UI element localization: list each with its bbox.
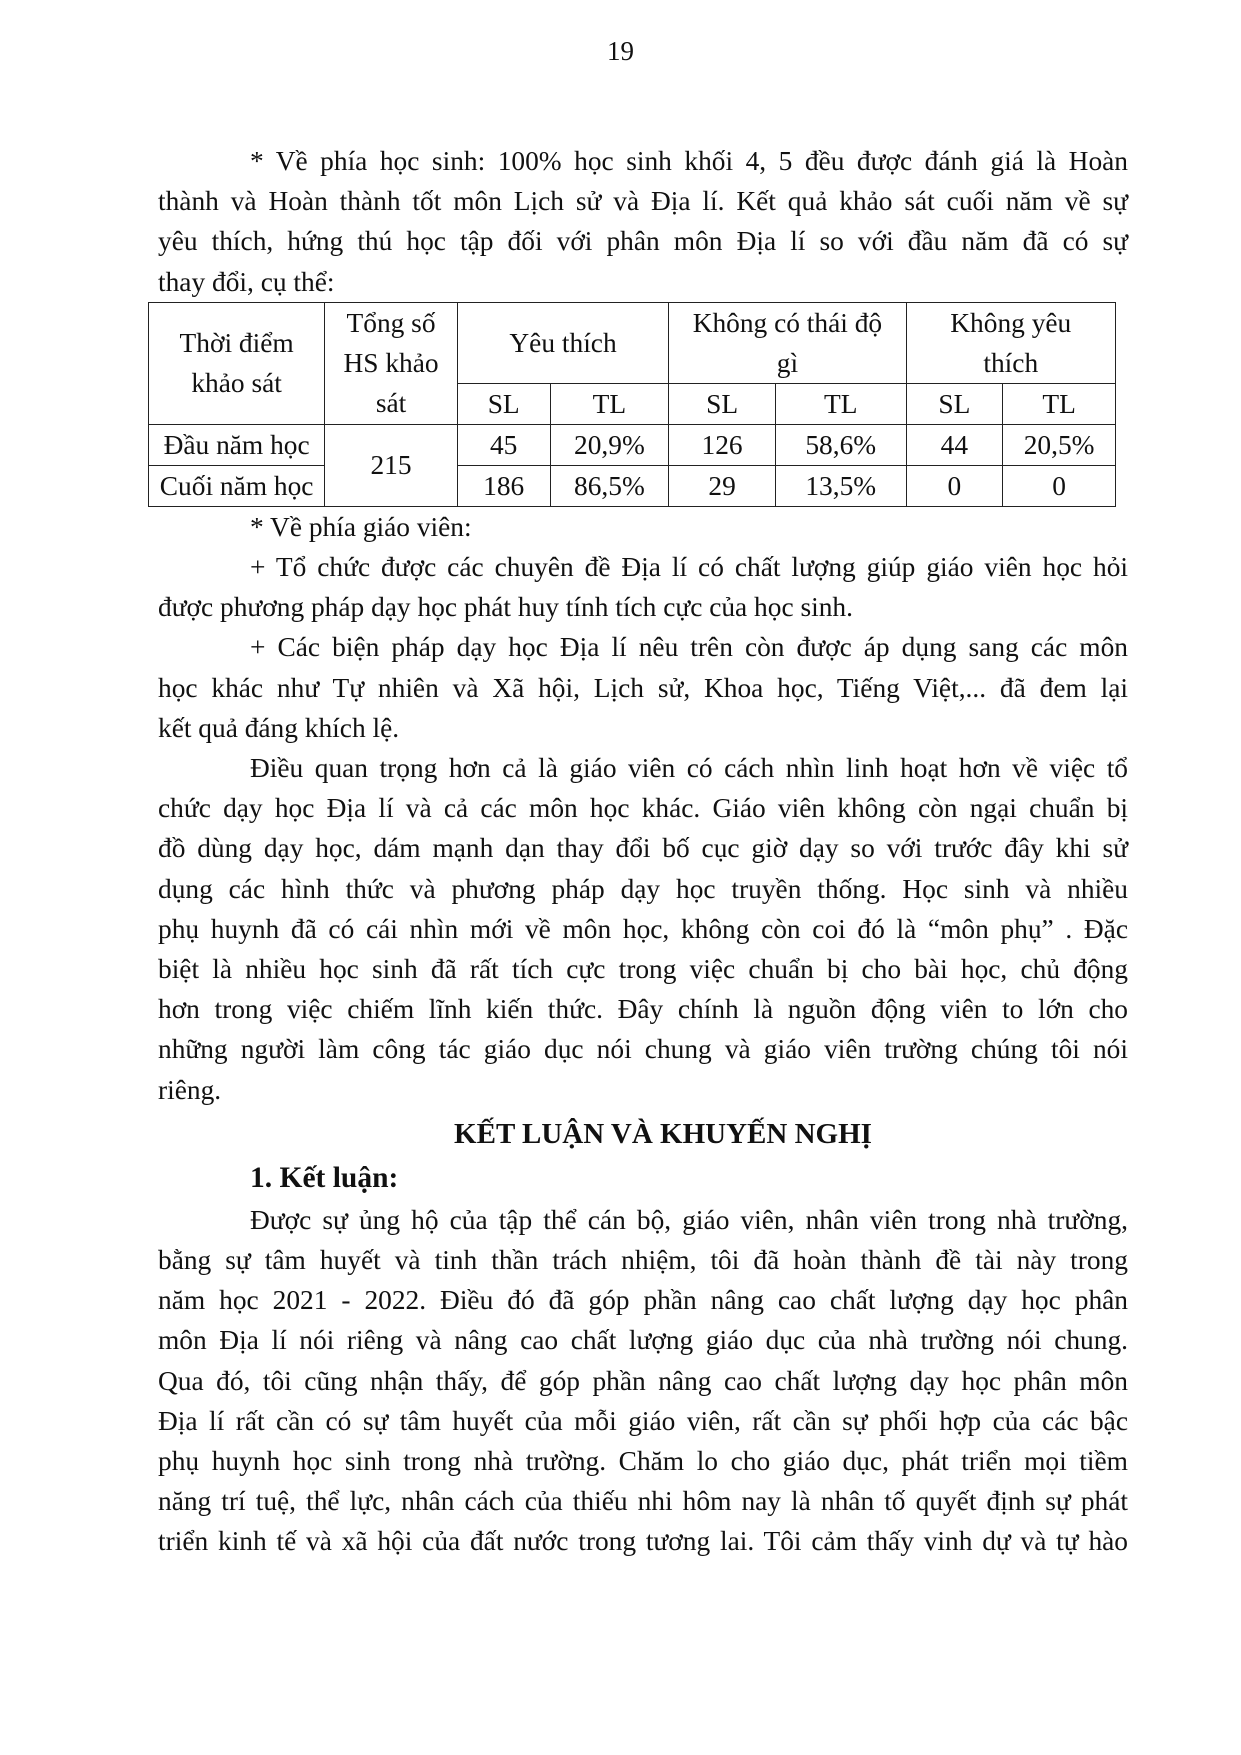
important-paragraph bbox=[158, 748, 1128, 1110]
row-neutral-tl: 58,6% bbox=[775, 424, 906, 465]
row-dislike-tl: 20,5% bbox=[1003, 424, 1116, 465]
conclusion-paragraph bbox=[158, 1200, 1128, 1562]
row-dislike-tl: 0 bbox=[1003, 465, 1116, 506]
row-total: 215 bbox=[325, 424, 458, 506]
intro-line-2: thành và Hoàn thành tốt môn Lịch sử và Địa lí. Kết quả khảo sát cuối năm về sự bbox=[158, 186, 1128, 217]
subheading-conclusion: 1. Kết luận: bbox=[250, 1161, 399, 1194]
important-line-9: riêng. bbox=[158, 1074, 222, 1105]
row-like-sl: 45 bbox=[457, 424, 550, 465]
table-header-row-1 bbox=[149, 302, 1116, 383]
header-time-line-2: khảo sát bbox=[191, 368, 282, 399]
important-line-6: biệt là nhiều học sinh đã rất tích cực trong việc chuẩn bị cho bài học, chủ động bbox=[158, 954, 1128, 985]
row-neutral-sl: 126 bbox=[669, 424, 776, 465]
conclusion-line-6: Địa lí rất cần có sự tâm huyết của mỗi giáo viên, rất cần sự phối hợp của các bậc bbox=[158, 1405, 1128, 1436]
table-row bbox=[149, 424, 1116, 465]
table-row bbox=[149, 465, 1116, 506]
header-like: Yêu thích bbox=[457, 302, 668, 383]
header-neutral-line-2: gì bbox=[776, 347, 799, 378]
teacher-item-2 bbox=[158, 627, 1128, 748]
header-neutral-line-1: Không có thái độ bbox=[692, 307, 883, 338]
important-line-7: hơn trong việc chiếm lĩnh kiến thức. Đây chính là nguồn động viên to lớn cho bbox=[158, 994, 1128, 1025]
conclusion-line-3: năm học 2021 - 2022. Điều đó đã góp phần nâng cao chất lượng dạy học phân bbox=[158, 1285, 1128, 1316]
row-like-tl: 86,5% bbox=[550, 465, 669, 506]
important-line-3: đồ dùng dạy học, dám mạnh dạn thay đổi bố cục giờ dạy so với trước đây khi sử bbox=[158, 833, 1128, 864]
intro-line-1: * Về phía học sinh: 100% học sinh khối 4, 5 đều được đánh giá là Hoàn bbox=[250, 146, 1128, 176]
intro-line-4: thay đổi, cụ thể: bbox=[158, 266, 335, 297]
conclusion-line-7: phụ huynh học sinh trong nhà trường. Chăm lo cho giáo dục, phát triển mọi tiềm bbox=[158, 1446, 1128, 1477]
page-content bbox=[158, 141, 1128, 1562]
intro-line-3: yêu thích, hứng thú học tập đối với phân môn Địa lí so với đầu năm đã có sự bbox=[158, 226, 1128, 257]
intro-paragraph bbox=[158, 141, 1128, 302]
conclusion-line-1: Được sự ủng hộ của tập thể cán bộ, giáo viên, nhân viên trong nhà trường, bbox=[250, 1204, 1128, 1235]
header-dislike bbox=[906, 302, 1115, 383]
conclusion-line-9: triển kinh tế và xã hội của đất nước trong tương lai. Tôi cảm thấy vinh dự và tự hào bbox=[158, 1526, 1128, 1557]
important-line-1: Điều quan trọng hơn cả là giáo viên có cách nhìn linh hoạt hơn về việc tổ bbox=[250, 753, 1128, 784]
important-line-4: dụng các hình thức và phương pháp dạy học truyền thống. Học sinh và nhiều bbox=[158, 873, 1128, 904]
header-dislike-tl: TL bbox=[1003, 383, 1116, 424]
row-label: Cuối năm học bbox=[149, 465, 325, 506]
conclusion-line-2: bằng sự tâm huyết và tinh thần trách nhiệm, tôi đã hoàn thành đề tài này trong bbox=[158, 1245, 1128, 1276]
teacher-section-title: * Về phía giáo viên: bbox=[250, 511, 472, 542]
survey-table bbox=[148, 302, 1116, 507]
header-dislike-line-1: Không yêu bbox=[950, 307, 1072, 338]
row-dislike-sl: 0 bbox=[906, 465, 1003, 506]
important-line-8: những người làm công tác giáo dục nói chung và giáo viên trường chúng tôi nói bbox=[158, 1034, 1128, 1065]
header-neutral-sl: SL bbox=[669, 383, 776, 424]
important-line-2: chức dạy học Địa lí và cả các môn học khác. Giáo viên không còn ngại chuẩn bị bbox=[158, 793, 1128, 824]
conclusion-line-4: môn Địa lí nói riêng và nâng cao chất lượng giáo dục của nhà trường nói chung. bbox=[158, 1325, 1128, 1356]
header-time bbox=[149, 302, 325, 424]
header-dislike-sl: SL bbox=[906, 383, 1003, 424]
row-neutral-tl: 13,5% bbox=[775, 465, 906, 506]
header-total-line-1: Tổng số bbox=[346, 308, 436, 339]
important-line-5: phụ huynh đã có cái nhìn mới về môn học, không còn coi đó là “môn phụ” . Đặc bbox=[158, 913, 1128, 944]
row-neutral-sl: 29 bbox=[669, 465, 776, 506]
header-dislike-line-2: thích bbox=[983, 347, 1039, 378]
header-like-tl: TL bbox=[550, 383, 669, 424]
row-dislike-sl: 44 bbox=[906, 424, 1003, 465]
header-total-line-2: HS khảo bbox=[343, 348, 439, 379]
conclusion-line-8: năng trí tuệ, thể lực, nhân cách của thiếu nhi hôm nay là nhân tố quyết định sự phát bbox=[158, 1486, 1128, 1517]
conclusion-line-5: Qua đó, tôi cũng nhận thấy, để góp phần nâng cao chất lượng dạy học phân môn bbox=[158, 1365, 1128, 1396]
header-neutral bbox=[669, 302, 906, 383]
section-heading: KẾT LUẬN VÀ KHUYẾN NGHỊ bbox=[454, 1117, 872, 1150]
teacher-item-1 bbox=[158, 547, 1128, 627]
row-like-sl: 186 bbox=[457, 465, 550, 506]
teacher-item-2-line-3: kết quả đáng khích lệ. bbox=[158, 712, 400, 743]
teacher-item-1-line-1: + Tổ chức được các chuyên đề Địa lí có chất lượng giúp giáo viên học hỏi bbox=[250, 552, 1128, 583]
page-number: 19 bbox=[607, 36, 634, 66]
teacher-item-2-line-1: + Các biện pháp dạy học Địa lí nêu trên còn được áp dụng sang các môn bbox=[250, 632, 1128, 663]
row-label: Đầu năm học bbox=[149, 424, 325, 465]
header-like-sl: SL bbox=[457, 383, 550, 424]
header-time-line-1: Thời điểm bbox=[179, 328, 294, 359]
row-like-tl: 20,9% bbox=[550, 424, 669, 465]
header-total bbox=[325, 302, 458, 424]
teacher-item-2-line-2: học khác như Tự nhiên và Xã hội, Lịch sử, Khoa học, Tiếng Việt,... đã đem lại bbox=[158, 672, 1128, 703]
header-neutral-tl: TL bbox=[775, 383, 906, 424]
header-total-line-3: sát bbox=[375, 388, 407, 419]
teacher-item-1-line-2: được phương pháp dạy học phát huy tính tích cực của học sinh. bbox=[158, 592, 853, 623]
